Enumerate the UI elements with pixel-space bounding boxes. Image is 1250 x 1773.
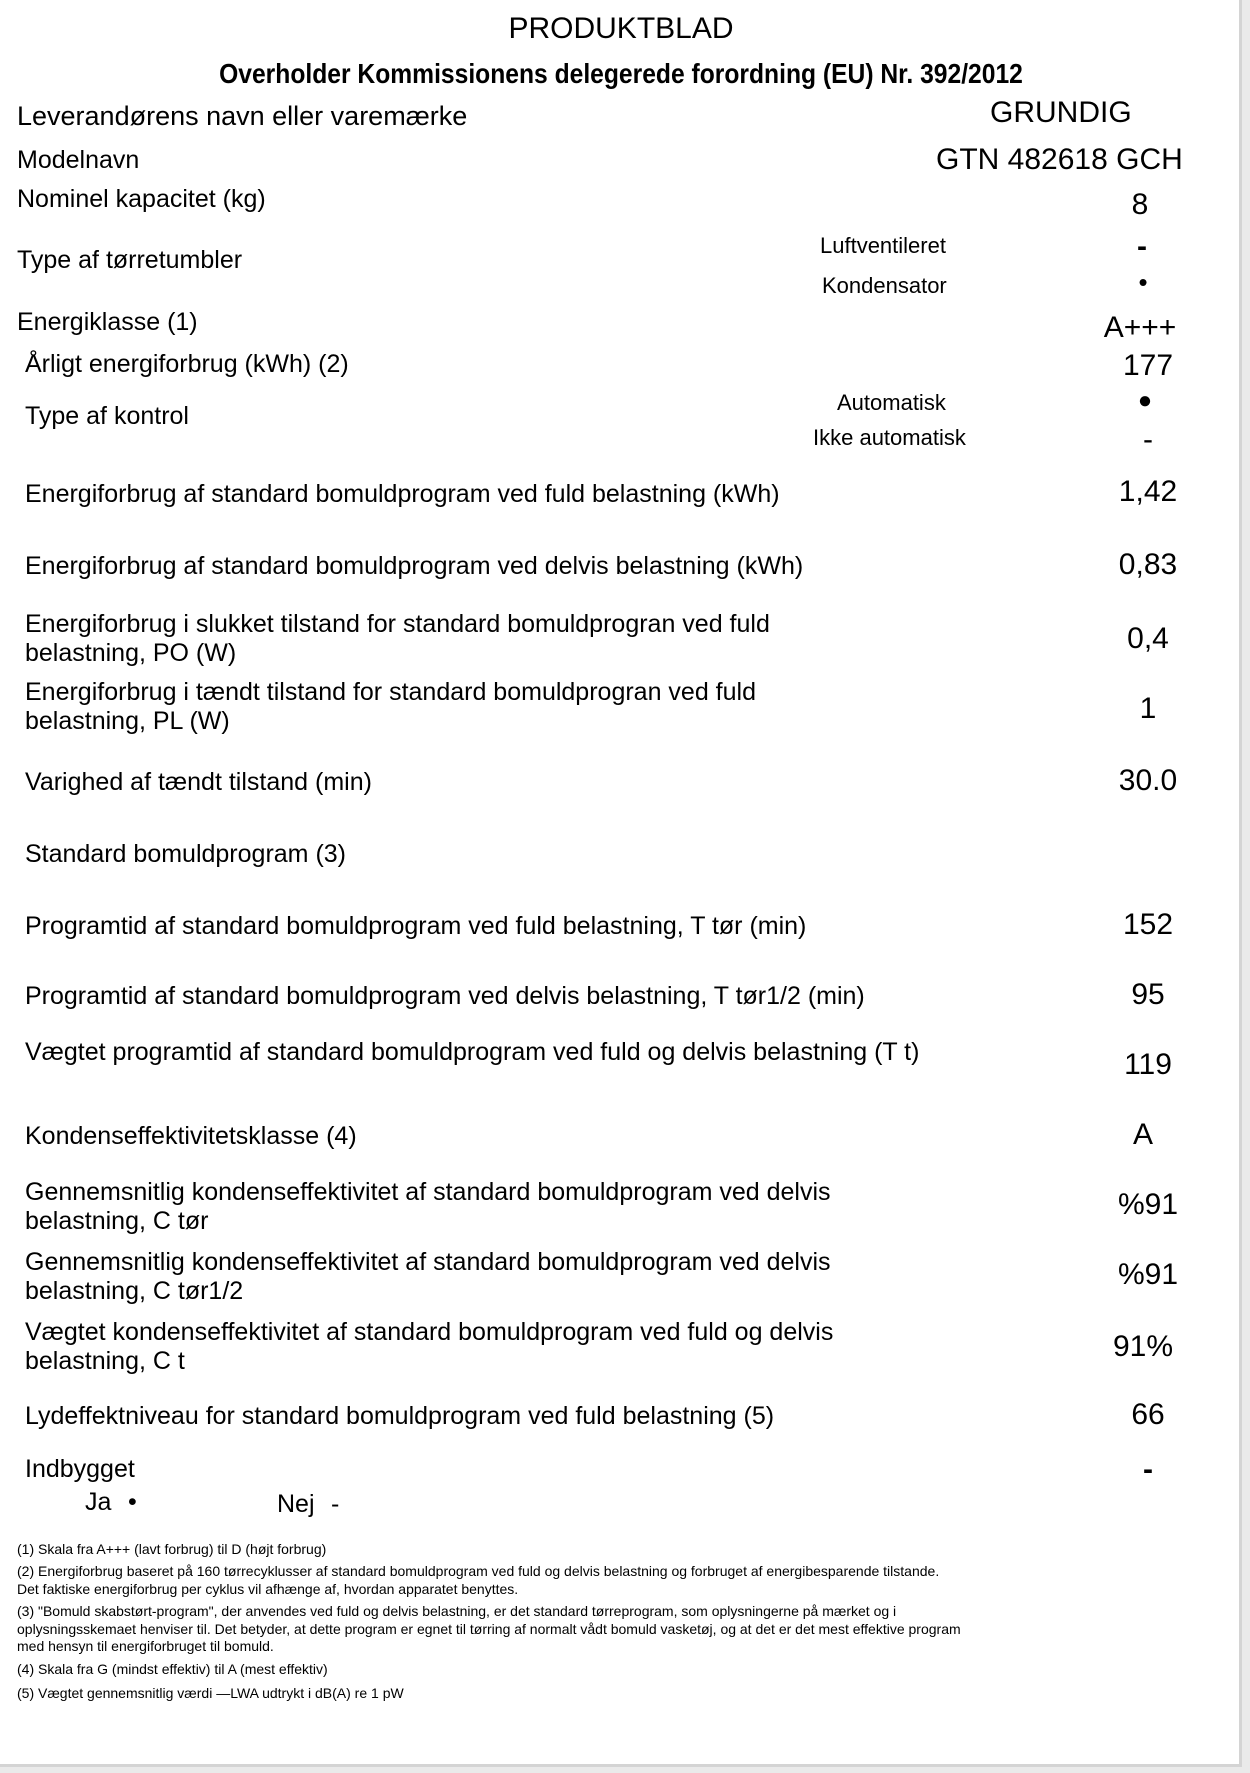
condensation-class-label: Kondenseffektivitetsklasse (4): [25, 1122, 357, 1150]
model-label: Modelnavn: [17, 146, 140, 174]
off-mode-label: Energiforbrug i slukket tilstand for standard bomuldprogran ved fuld belastning, PO (W): [25, 610, 770, 667]
air-vented-value: -: [1137, 230, 1147, 263]
energy-partial-value: 0,83: [1118, 548, 1178, 581]
condensation-weighted-value: 91%: [1112, 1330, 1174, 1363]
time-full-value: 152: [1122, 908, 1174, 941]
dryer-type-label: Type af tørretumbler: [17, 246, 243, 274]
air-vented-label: Luftventileret: [820, 233, 946, 258]
supplier-label: Leverandørens navn eller varemærke: [17, 101, 468, 131]
duration-on-label: Varighed af tændt tilstand (min): [25, 768, 372, 796]
energy-full-label: Energiforbrug af standard bomuldprogram ved fuld belastning (kWh): [25, 480, 780, 508]
energy-partial-label: Energiforbrug af standard bomuldprogram ved delvis belastning (kWh): [25, 552, 804, 580]
left-on-mode-value: 1: [1139, 692, 1157, 725]
built-in-value: -: [1143, 1453, 1153, 1486]
footnote-5: (5) Vægtet gennemsnitlig værdi —LWA udtrykt i dB(A) re 1 pW: [17, 1685, 404, 1701]
non-automatic-label: Ikke automatisk: [813, 425, 966, 450]
capacity-value: 8: [1131, 188, 1149, 221]
energy-class-label: Energiklasse (1): [17, 308, 198, 336]
duration-on-value: 30.0: [1118, 764, 1178, 797]
non-automatic-value: -: [1143, 423, 1153, 456]
condenser-label: Kondensator: [822, 273, 947, 298]
built-in-no-mark: -: [331, 1490, 340, 1518]
annual-energy-label: Årligt energiforbrug (kWh) (2): [25, 350, 349, 378]
time-weighted-label: Vægtet programtid af standard bomuldprogram ved fuld og delvis belastning (T t): [25, 1038, 920, 1066]
supplier-value: GRUNDIG: [990, 96, 1132, 129]
capacity-label: Nominel kapacitet (kg): [17, 185, 266, 213]
condensation-partial-value: %91: [1117, 1258, 1179, 1291]
built-in-no-label: Nej: [277, 1490, 315, 1518]
time-full-label: Programtid af standard bomuldprogram ved fuld belastning, T tør (min): [25, 912, 807, 940]
automatic-label: Automatisk: [837, 390, 946, 415]
standard-program-label: Standard bomuldprogram (3): [25, 840, 346, 868]
condenser-value: •: [1138, 267, 1148, 297]
footnote-3: (3) "Bomuld skabstørt-program", der anvendes ved fuld og delvis belastning, er det standard tørreprogram, som oplysningerne på mærket og i oplysningsskemaet henviser til. Det betyder, at dette program er egnet til tørring af normalt vådt bomuld vasketøj, og at det er det mest effektive program med hensyn til energiforbruget til bomuld.: [17, 1603, 961, 1654]
time-weighted-value: 119: [1124, 1048, 1172, 1081]
footnote-2: (2) Energiforbrug baseret på 160 tørrecyklusser af standard bomuldprogram ved fuld og delvis belastning og forbruget af energibesparende tilstande. Det faktiske energiforbrug per cyklus vil afhænge af, hvordan apparatet benyttes.: [17, 1563, 940, 1597]
condensation-partial-label: Gennemsnitlig kondenseffektivitet af standard bomuldprogram ved delvis belastning, C tør1/2: [25, 1248, 831, 1305]
automatic-value: ●: [1137, 387, 1153, 414]
annual-energy-value: 177: [1122, 349, 1174, 382]
energy-full-value: 1,42: [1118, 475, 1178, 508]
noise-label: Lydeffektniveau for standard bomuldprogram ved fuld belastning (5): [25, 1402, 775, 1430]
time-partial-label: Programtid af standard bomuldprogram ved delvis belastning, T tør1/2 (min): [25, 982, 865, 1010]
footnote-4: (4) Skala fra G (mindst effektiv) til A (mest effektiv): [17, 1661, 328, 1677]
built-in-yes-label: Ja: [85, 1488, 112, 1516]
condensation-full-value: %91: [1117, 1188, 1179, 1221]
page-title: PRODUKTBLAD: [508, 12, 734, 45]
condensation-full-label: Gennemsnitlig kondenseffektivitet af standard bomuldprogram ved delvis belastning, C tør: [25, 1178, 831, 1235]
off-mode-value: 0,4: [1127, 622, 1169, 655]
footnote-1: (1) Skala fra A+++ (lavt forbrug) til D (højt forbrug): [17, 1541, 327, 1557]
built-in-label: Indbygget: [25, 1455, 135, 1483]
time-partial-value: 95: [1131, 978, 1165, 1011]
condensation-class-value: A: [1132, 1118, 1153, 1151]
control-type-label: Type af kontrol: [25, 402, 189, 430]
energy-class-value: A+++: [1103, 311, 1177, 344]
noise-value: 66: [1131, 1398, 1165, 1431]
model-value: GTN 482618 GCH: [936, 143, 1183, 176]
regulation-subtitle: Overholder Kommissionens delegerede forordning (EU) Nr. 392/2012: [219, 58, 1023, 89]
condensation-weighted-label: Vægtet kondenseffektivitet af standard bomuldprogram ved fuld og delvis belastning, C t: [25, 1318, 834, 1375]
built-in-yes-mark: •: [128, 1488, 137, 1516]
left-on-mode-label: Energiforbrug i tændt tilstand for standard bomuldprogran ved fuld belastning, PL (W): [25, 678, 756, 735]
